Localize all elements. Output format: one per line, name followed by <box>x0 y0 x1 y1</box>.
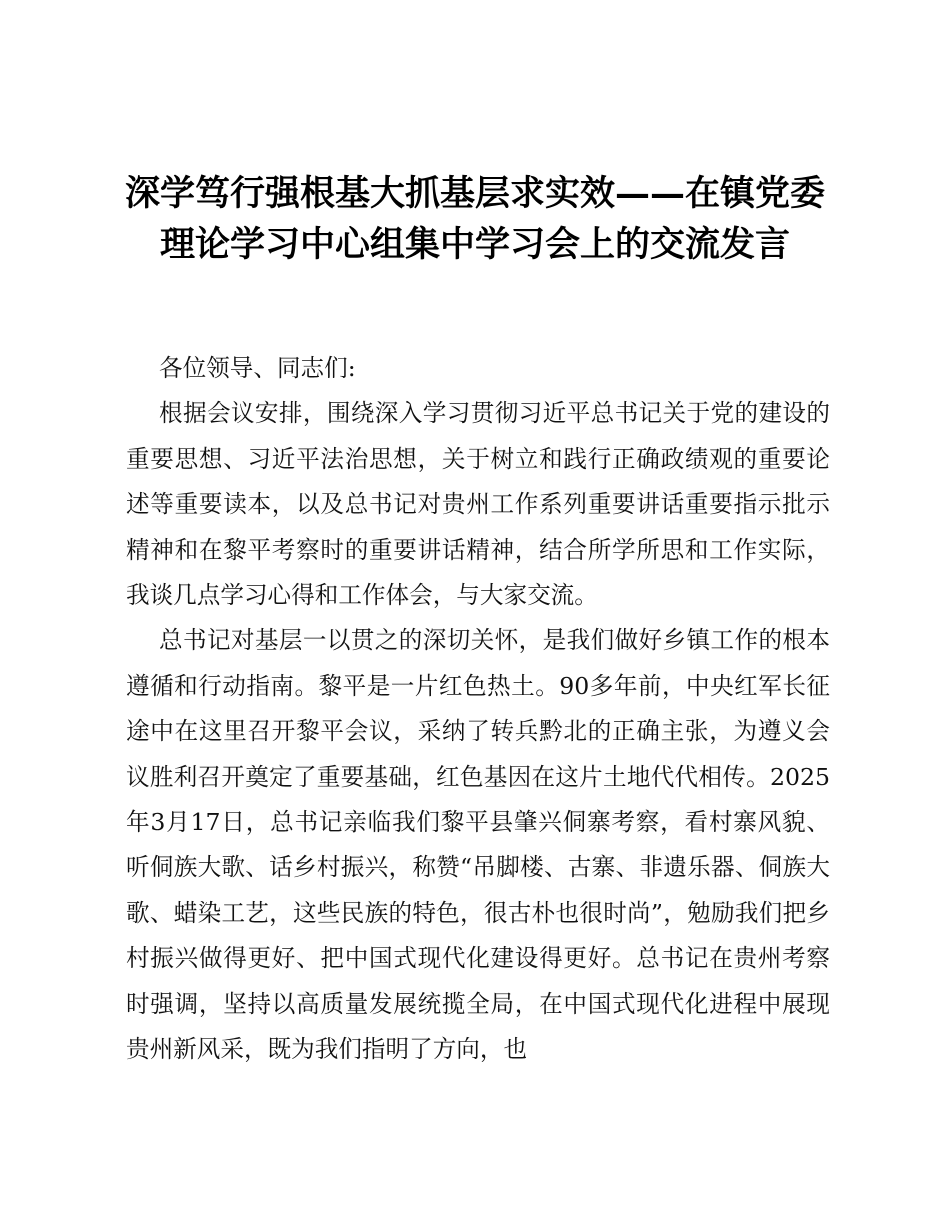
salutation: 各位领导、同志们: <box>159 354 356 382</box>
body-paragraph: 总书记对基层一以贯之的深切关怀，是我们做好乡镇工作的根本遵循和行动指南。黎平是一片红色热土。90多年前，中央红军长征途中在这里召开黎平会议，采纳了转兵黔北的正确主张，为遵义会议胜利召开奠定了重要基础，红色基因在这片土地代代相传。2025年3月17日，总书记亲临我们黎平县肇兴侗寨考察，看村寨风貌、听侗族大歌、话乡村振兴，称赞“吊脚楼、古寨、非遗乐器、侗族大歌、蜡染工艺，这些民族的特色，很古朴也很时尚”，勉励我们把乡村振兴做得更好、把中国式现代化建设得更好。总书记在贵州考察时强调，坚持以高质量发展统揽全局，在中国式现代化进程中展现贵州新风采，既为我们指明了方向，也 <box>126 626 830 1064</box>
document-title: 深学笃行强根基大抓基层求实效——在镇党委理论学习中心组集中学习会上的交流发言 <box>124 173 825 265</box>
document-body <box>126 346 830 1073</box>
body-paragraph: 根据会议安排，围绕深入学习贯彻习近平总书记关于党的建设的重要思想、习近平法治思想，关于树立和践行正确政绩观的重要论述等重要读本，以及总书记对贵州工作系列重要讲话重要指示批示精神和在黎平考察时的重要讲话精神，结合所学所思和工作实际，我谈几点学习心得和工作体会，与大家交流。 <box>126 399 830 610</box>
